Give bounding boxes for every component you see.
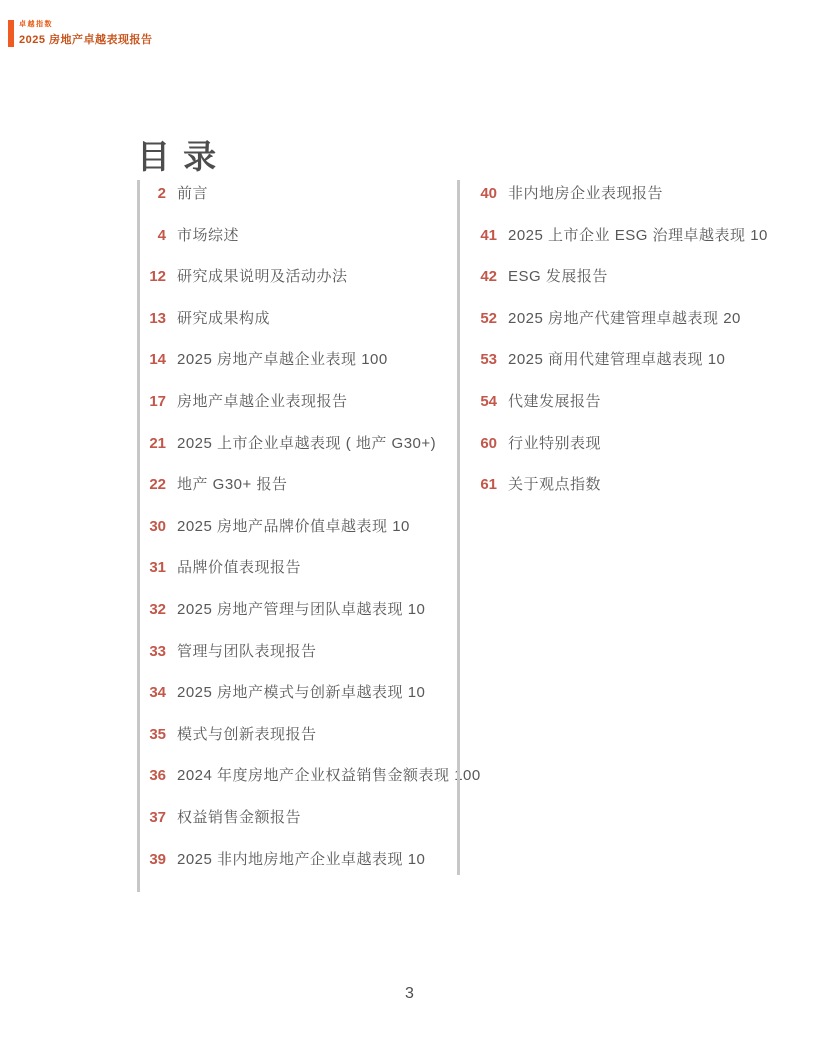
toc-entry-label: 行业特别表现 bbox=[508, 434, 602, 452]
toc-entry-page-number: 32 bbox=[149, 600, 166, 618]
toc-entry-page-number: 12 bbox=[149, 268, 166, 286]
toc-entry-label: 权益销售金额报告 bbox=[177, 808, 302, 826]
toc-entry[interactable] bbox=[144, 809, 457, 851]
toc-entry-page-number: 42 bbox=[480, 268, 497, 286]
toc-entry-page-number: 14 bbox=[149, 351, 166, 369]
toc-entry-label: 2025 上市企业 ESG 治理卓越表现 10 bbox=[508, 226, 768, 244]
toc-entry-label: 地产 G30+ 报告 bbox=[177, 476, 288, 494]
table-of-contents bbox=[137, 180, 809, 892]
toc-entry[interactable] bbox=[475, 268, 809, 310]
toc-entry-label: 前言 bbox=[177, 185, 209, 202]
toc-entry-page-number: 17 bbox=[149, 392, 166, 410]
toc-entry-page-number: 21 bbox=[149, 434, 166, 452]
toc-entry-page-number: 22 bbox=[149, 476, 166, 494]
toc-entry-label: 2025 房地产品牌价值卓越表现 10 bbox=[177, 517, 410, 535]
toc-entry-page-number: 31 bbox=[149, 559, 166, 577]
toc-entry[interactable] bbox=[144, 393, 457, 435]
toc-entry-page-number: 30 bbox=[149, 517, 166, 535]
toc-entry[interactable] bbox=[475, 227, 809, 269]
toc-entry[interactable] bbox=[144, 268, 457, 310]
brand-accent-bar bbox=[8, 20, 14, 47]
toc-entry-label: 2025 房地产卓越企业表现 100 bbox=[177, 351, 388, 369]
toc-entry-label: 品牌价值表现报告 bbox=[177, 559, 302, 577]
toc-entry-page-number: 35 bbox=[149, 725, 166, 743]
toc-entry-page-number: 33 bbox=[149, 642, 166, 660]
toc-entry-page-number: 13 bbox=[149, 309, 166, 327]
toc-entry[interactable] bbox=[144, 559, 457, 601]
toc-entry-label: 房地产卓越企业表现报告 bbox=[177, 392, 348, 410]
toc-entry[interactable] bbox=[144, 518, 457, 560]
toc-entry-label: 模式与创新表现报告 bbox=[177, 725, 317, 743]
toc-entry-page-number: 4 bbox=[157, 226, 166, 244]
toc-right-column bbox=[457, 180, 809, 875]
toc-entry-label: 代建发展报告 bbox=[508, 392, 602, 410]
toc-entry[interactable] bbox=[475, 310, 809, 352]
brand-name: 卓越指数 bbox=[19, 21, 53, 28]
toc-entry-label: 研究成果说明及活动办法 bbox=[177, 268, 348, 286]
toc-entry[interactable] bbox=[475, 393, 809, 435]
toc-entry[interactable] bbox=[144, 227, 457, 269]
toc-entry[interactable] bbox=[144, 601, 457, 643]
toc-entry-label: 2025 上市企业卓越表现 ( 地产 G30+) bbox=[177, 434, 437, 452]
toc-entry-page-number: 2 bbox=[157, 185, 166, 202]
toc-entry-page-number: 34 bbox=[149, 684, 166, 702]
report-title: 2025 房地产卓越表现报告 bbox=[19, 34, 153, 46]
toc-entry-label: 2024 年度房地产企业权益销售金额表现 100 bbox=[177, 767, 481, 785]
toc-entry[interactable] bbox=[144, 435, 457, 477]
toc-left-column bbox=[137, 180, 481, 892]
toc-entry-label: 研究成果构成 bbox=[177, 309, 271, 327]
toc-entry[interactable] bbox=[144, 185, 457, 227]
toc-entry-label: 2025 非内地房地产企业卓越表现 10 bbox=[177, 850, 426, 868]
toc-entry-page-number: 61 bbox=[480, 476, 497, 494]
toc-entry-page-number: 52 bbox=[480, 309, 497, 327]
toc-entry-label: 市场综述 bbox=[177, 226, 240, 244]
toc-entry-label: 关于观点指数 bbox=[508, 476, 602, 494]
toc-entry-label: 2025 房地产模式与创新卓越表现 10 bbox=[177, 684, 426, 702]
toc-entry[interactable] bbox=[475, 351, 809, 393]
toc-entry[interactable] bbox=[144, 767, 481, 809]
toc-entry-page-number: 54 bbox=[480, 392, 497, 410]
toc-entry-label: 管理与团队表现报告 bbox=[177, 642, 317, 660]
footer-page-number: 3 bbox=[405, 985, 414, 1002]
toc-entry-page-number: 60 bbox=[480, 434, 497, 452]
toc-entry-label: ESG 发展报告 bbox=[508, 268, 608, 286]
toc-entry[interactable] bbox=[144, 643, 457, 685]
page-title: 目 录 bbox=[137, 138, 219, 176]
toc-entry[interactable] bbox=[475, 435, 809, 477]
toc-entry-label: 2025 房地产管理与团队卓越表现 10 bbox=[177, 600, 426, 618]
toc-entry[interactable] bbox=[475, 476, 809, 518]
toc-entry[interactable] bbox=[475, 185, 809, 227]
toc-entry-page-number: 40 bbox=[480, 185, 497, 202]
toc-entry-label: 2025 商用代建管理卓越表现 10 bbox=[508, 351, 726, 369]
toc-entry-label: 2025 房地产代建管理卓越表现 20 bbox=[508, 309, 741, 327]
toc-entry[interactable] bbox=[144, 726, 457, 768]
toc-entry[interactable] bbox=[144, 310, 457, 352]
toc-entry-page-number: 39 bbox=[149, 850, 166, 868]
toc-entry[interactable] bbox=[144, 851, 457, 893]
toc-entry-page-number: 41 bbox=[480, 226, 497, 244]
brand-text bbox=[19, 20, 153, 47]
toc-entry-page-number: 36 bbox=[149, 767, 166, 785]
toc-entry[interactable] bbox=[144, 684, 457, 726]
toc-entry[interactable] bbox=[144, 351, 457, 393]
toc-entry[interactable] bbox=[144, 476, 457, 518]
brand-logo bbox=[8, 20, 153, 47]
toc-entry-page-number: 53 bbox=[480, 351, 497, 369]
toc-entry-label: 非内地房企业表现报告 bbox=[508, 185, 664, 202]
toc-entry-page-number: 37 bbox=[149, 808, 166, 826]
